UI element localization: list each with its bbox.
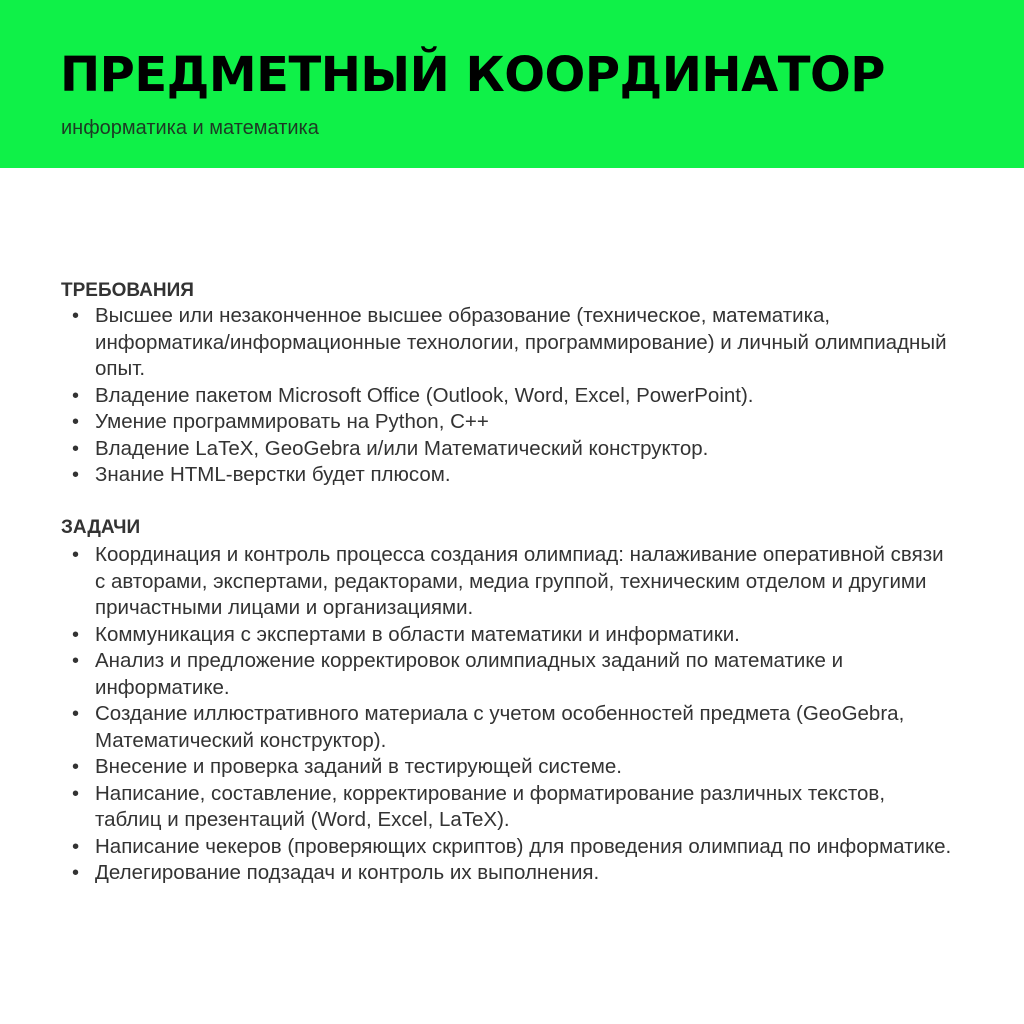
task-text: Написание чекеров (проверяющих скриптов) для проведения олимпиад по информатике. — [95, 834, 952, 858]
task-item — [0, 542, 1024, 622]
header-banner — [0, 0, 1024, 168]
task-text: Написание, составление, корректирование и форматирование различных текстов, таблиц и презентаций (Word, Excel, LaTeX). — [95, 781, 886, 831]
page-title: ПРЕДМЕТНЫЙ КООРДИНАТОР — [60, 47, 885, 103]
bullet-icon: • — [72, 464, 80, 486]
bullet-icon: • — [72, 623, 80, 646]
bullet-icon: • — [72, 305, 80, 327]
requirement-text: Умение программировать на Python, C++ — [95, 410, 489, 433]
task-text: Координация и контроль процесса создания олимпиад: налаживание оперативной связи с авторами, экспертами, редакторами, медиа группой, техническим отделом и другими причастными лицами и организациями. — [95, 543, 944, 619]
task-item — [0, 781, 1024, 834]
tasks-heading: ЗАДАЧИ — [61, 517, 141, 538]
requirement-text: Высшее или незаконченное высшее образование (техническое, математика, информатика/информационные технологии, программирование) и личный олимпиадный опыт. — [95, 304, 947, 380]
task-item — [0, 701, 1024, 754]
task-item — [0, 622, 1024, 649]
task-text: Внесение и проверка заданий в тестирующей системе. — [95, 755, 622, 778]
bullet-icon: • — [72, 411, 80, 433]
bullet-icon: • — [72, 384, 80, 407]
bullet-icon: • — [72, 834, 80, 858]
requirement-item — [0, 303, 1024, 383]
task-item — [0, 648, 1024, 701]
task-text: Коммуникация с экспертами в области математики и информатики. — [95, 622, 740, 646]
bullet-icon: • — [72, 437, 80, 460]
bullet-icon: • — [72, 862, 80, 884]
requirement-item — [0, 462, 1024, 489]
bullet-icon: • — [72, 703, 80, 725]
task-item — [0, 860, 1024, 887]
tasks-list — [0, 542, 1024, 887]
task-text: Анализ и предложение корректировок олимпиадных заданий по математике и информатике. — [95, 649, 844, 699]
bullet-icon: • — [72, 544, 80, 566]
task-item — [0, 834, 1024, 861]
requirement-item — [0, 409, 1024, 436]
requirements-heading: ТРЕБОВАНИЯ — [61, 280, 194, 301]
requirement-text: Владение LaTeX, GeoGebra и/или Математический конструктор. — [95, 436, 709, 460]
bullet-icon: • — [72, 756, 80, 778]
requirement-item — [0, 436, 1024, 463]
bullet-icon: • — [72, 782, 80, 805]
task-item — [0, 754, 1024, 781]
requirement-text: Владение пакетом Microsoft Office (Outlook, Word, Excel, PowerPoint). — [95, 383, 754, 407]
requirement-item — [0, 383, 1024, 410]
requirement-text: Знание HTML-верстки будет плюсом. — [95, 463, 451, 486]
task-text: Делегирование подзадач и контроль их выполнения. — [95, 861, 600, 884]
task-text: Создание иллюстративного материала с учетом особенностей предмета (GeoGebra, Математический конструктор). — [95, 702, 905, 752]
requirements-list — [0, 303, 1024, 489]
bullet-icon: • — [72, 650, 80, 672]
page-subtitle: информатика и математика — [61, 117, 319, 139]
